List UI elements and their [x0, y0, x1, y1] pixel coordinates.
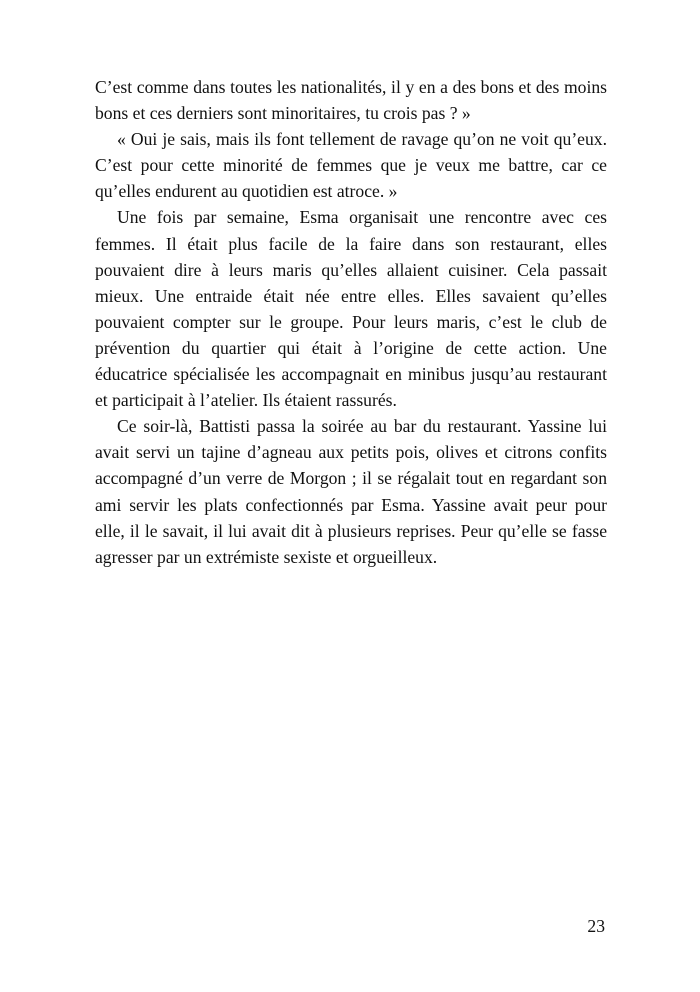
- paragraph-battisti-evening: Ce soir-là, Battisti passa la soirée au bar du restaurant. Yassine lui avait servi un tajine d’agneau aux petits pois, olives et citrons confits accompagné d’un verre de Morgon ; il se régalait tout en regardant son ami servir les plats confectionnés par Esma. Yassine avait peur pour elle, il le savait, il lui avait dit à plusieurs reprises. Peur qu’elle se fasse agresser par un extrémiste sexiste et orgueilleux.: [95, 416, 607, 567]
- body-text: [95, 74, 607, 570]
- paragraph-esma-meetings: Une fois par semaine, Esma organisait une rencontre avec ces femmes. Il était plus facile de la faire dans son restaurant, elles pouvaient dire à leurs maris qu’elles allaient cuisiner. Cela passait mieux. Une entraide était née entre elles. Elles savaient qu’elles pouvaient compter sur le groupe. Pour leurs maris, c’est le club de prévention du quartier qui était à l’origine de cette action. Une éducatrice spécialisée les accompagnait en minibus jusqu’au restaurant et participait à l’atelier. Ils étaient rassurés.: [95, 207, 607, 411]
- page-number: 23: [587, 916, 605, 936]
- paragraph-continuation: C’est comme dans toutes les nationalités, il y en a des bons et des moins bons et ces derniers sont minoritaires, tu crois pas ? »: [95, 77, 607, 124]
- paragraph-dialogue: « Oui je sais, mais ils font tellement de ravage qu’on ne voit qu’eux. C’est pour cette minorité de femmes que je veux me battre, car ce qu’elles endurent au quotidien est atroce. »: [95, 129, 607, 202]
